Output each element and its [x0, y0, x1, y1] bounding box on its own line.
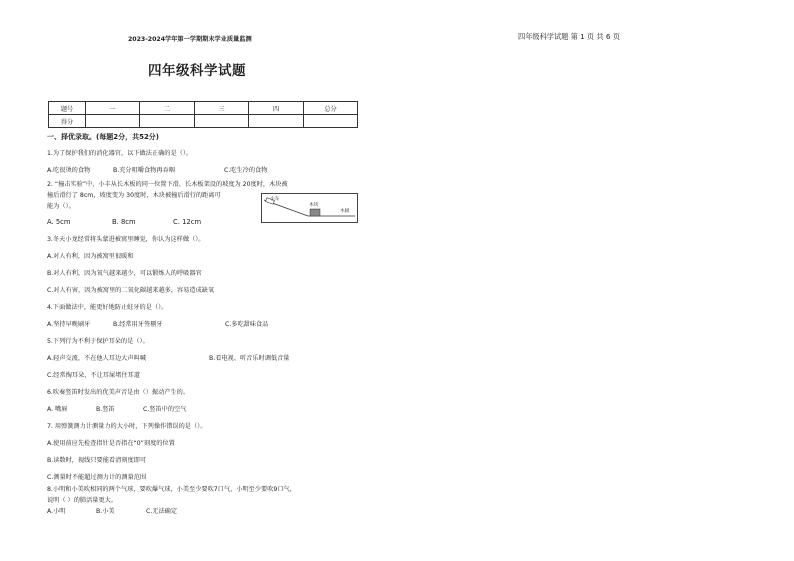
score-header-cell: 二 — [140, 102, 195, 115]
score-header-cell: 总分 — [304, 102, 358, 115]
option: A.小明 — [47, 508, 66, 515]
question-stem: 4.下面做法中，能更好地防止蛀牙的是（）。 — [47, 304, 168, 311]
option: C.测量时不能超过测力计的测量范围 — [47, 474, 147, 481]
option: A. 嘴唇 — [47, 406, 68, 413]
question-stem: 8.小明和小美吹相同的两个气球，要吹爆气球，小美至少要吹7口气，小明至少要吹9口气， — [47, 486, 296, 493]
option: C.经常掏耳朵，不让耳屎堵住耳道 — [47, 372, 140, 379]
page-info: 四年级科学试题 第 1 页 共 6 页 — [518, 32, 620, 41]
figure-label-board: 木板 — [340, 209, 350, 214]
score-header-cell: 三 — [195, 102, 249, 115]
option: C. 12cm — [173, 218, 202, 226]
option: A. 5cm — [47, 218, 71, 226]
score-table — [48, 101, 358, 128]
question-stem: 5.下列行为不利于保护耳朵的是（）。 — [47, 338, 149, 345]
score-cell — [195, 115, 249, 128]
option: B.经常用牙签剔牙 — [113, 321, 163, 328]
option: A.坚持早晚刷牙 — [47, 321, 91, 328]
score-cell — [249, 115, 304, 128]
option: B.对人有利，因为氧气越来越少，可以锻炼人的呼吸器官 — [47, 270, 202, 277]
question-stem: 1.为了保护我们的消化器官，以下做法正确的是（）。 — [47, 150, 193, 157]
option: C.吃生冷的食物 — [224, 167, 268, 174]
question-stem: 能为（）。 — [47, 203, 75, 210]
question-stem: 撞后滑行了 8cm，坡度变为 30度时，木块被撞后滑行的距离可 — [47, 192, 221, 199]
figure-label-block: 木块 — [309, 203, 319, 208]
option: A.对人有利，因为被窝里很暖和 — [47, 253, 134, 260]
exam-name: 2023-2024学年第一学期期末学业质量监测 — [128, 36, 252, 43]
option: C.竖笛中的空气 — [143, 406, 187, 413]
option: C.对人有害，因为被窝里的二氧化碳越来越多，容易造成缺氧 — [47, 287, 215, 294]
option: A.吃很烫的食物 — [47, 167, 91, 174]
question-stem: 6.吹奏竖笛时发出的优美声音是由（）振动产生的。 — [47, 389, 190, 396]
score-cell — [140, 115, 195, 128]
section-heading: 一、择优录取。(每题2分，共52分) — [47, 133, 160, 141]
page-title: 四年级科学试题 — [148, 63, 246, 79]
question-stem: 7. 用弹簧测力计测量力的大小时，下列操作错误的是（）。 — [47, 423, 207, 430]
score-header-cell: 题号 — [49, 102, 86, 115]
question-stem: 3.冬天小龙经常将头蒙进被窝里睡觉，你认为这样做（）。 — [47, 236, 205, 243]
figure-label-cart: 小车 — [270, 197, 280, 202]
option: C.多吃甜味食品 — [225, 321, 269, 328]
option: B.读数时，视线只要能看清刻度即可 — [47, 457, 147, 464]
option: A.使用前应先检查指针是否指在“0”刻度的位置 — [47, 440, 175, 447]
option: A.轻声交流，不在他人耳边大声叫喊 — [47, 355, 146, 362]
ramp-figure — [261, 193, 358, 223]
score-cell — [86, 115, 140, 128]
question-stem: 说明（ ）的肺活量更大。 — [47, 497, 118, 504]
option: B. 8cm — [112, 218, 136, 226]
score-row-label: 得分 — [49, 115, 86, 128]
score-cell — [304, 115, 358, 128]
option: B.充分咀嚼食物再吞咽 — [113, 167, 175, 174]
option: B.看电视、听音乐时调低音量 — [209, 355, 290, 362]
question-stem: 2. “撞击实验”中，小丰从长木板的同一位置下滑，长木板架设的坡度为 20度时，木块被 — [47, 181, 288, 188]
score-header-cell: 一 — [86, 102, 140, 115]
option: B.小美 — [96, 508, 115, 515]
option: C.无法确定 — [146, 508, 178, 515]
option: B.竖笛 — [96, 406, 115, 413]
score-header-cell: 四 — [249, 102, 304, 115]
block-shape — [310, 209, 320, 216]
